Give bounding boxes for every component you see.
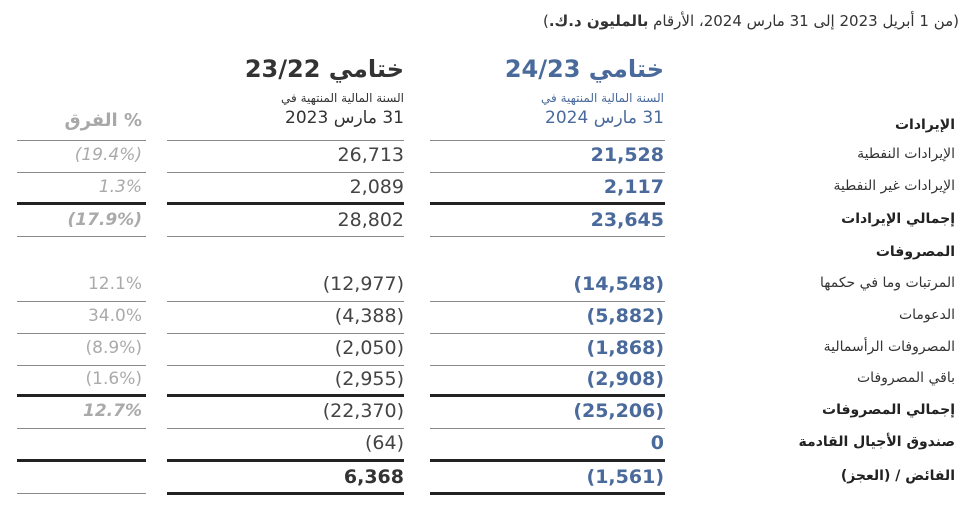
divider (430, 140, 665, 141)
previous-year-subtitle: السنة المالية المنتهية في (281, 91, 404, 105)
table-row-surplus-deficit (0, 464, 975, 494)
units-note (543, 12, 959, 30)
table-row-expenses-section (0, 240, 975, 270)
divider (17, 172, 146, 173)
current-value: (25,206) (573, 400, 664, 422)
row-label: الإيرادات النفطية (857, 146, 955, 162)
divider (430, 301, 665, 302)
row-label: الإيرادات غير النفطية (833, 178, 955, 194)
previous-value: (22,370) (322, 400, 404, 422)
table-row-other-expenses (0, 366, 975, 396)
row-label: الفائض / (العجز) (840, 468, 955, 484)
previous-value: 2,089 (349, 176, 404, 198)
current-value: 0 (650, 432, 664, 454)
divider (17, 493, 146, 494)
divider (167, 172, 404, 173)
previous-year-date: 31 مارس 2023 (285, 108, 404, 128)
previous-value: (12,977) (322, 273, 404, 295)
current-value: 21,528 (590, 144, 664, 166)
divider (17, 333, 146, 334)
divider (167, 394, 404, 397)
diff-value: (1.6%) (85, 369, 142, 389)
divider (17, 140, 146, 141)
section-label: المصروفات (875, 244, 955, 260)
divider (167, 428, 404, 429)
diff-header: % الفرق (64, 110, 142, 131)
row-label: المصروفات الرأسمالية (823, 339, 955, 355)
divider (17, 394, 146, 397)
diff-value: (19.4%) (74, 145, 142, 165)
divider (430, 236, 665, 237)
divider (430, 428, 665, 429)
divider (17, 428, 146, 429)
divider (17, 459, 146, 462)
divider (430, 492, 665, 495)
table-row-oil-revenue (0, 142, 975, 172)
current-year-date: 31 مارس 2024 (545, 108, 664, 128)
row-label: إجمالي الإيرادات (841, 211, 955, 227)
diff-value: (8.9%) (85, 338, 142, 358)
previous-value: 6,368 (343, 466, 404, 488)
units-note-bold: بالمليون د.ك. (548, 12, 649, 30)
table-row-salaries (0, 271, 975, 301)
current-value: (1,868) (586, 337, 664, 359)
divider (430, 394, 665, 397)
table-row-capex (0, 335, 975, 365)
units-note-suffix: ) (543, 12, 549, 30)
current-value: (1,561) (586, 466, 664, 488)
divider (430, 459, 665, 462)
divider (17, 301, 146, 302)
table-row-total-revenue (0, 207, 975, 237)
divider (430, 333, 665, 334)
current-value: (14,548) (573, 273, 664, 295)
revenues-section-label: الإيرادات (894, 117, 955, 133)
table-row-nonoil-revenue (0, 174, 975, 204)
diff-value: 1.3% (98, 177, 142, 197)
current-year-title: ختامي 24/23 (504, 55, 664, 83)
row-label: صندوق الأجيال القادمة (798, 434, 955, 450)
table-row-subsidies (0, 303, 975, 333)
divider (167, 333, 404, 334)
table-row-total-expenses (0, 398, 975, 428)
row-label: المرتبات وما في حكمها (820, 275, 955, 291)
diff-value: 12.1% (87, 274, 142, 294)
previous-value: 26,713 (337, 144, 404, 166)
current-value: 2,117 (603, 176, 664, 198)
diff-value: 34.0% (87, 306, 142, 326)
previous-value: 28,802 (337, 209, 404, 231)
divider (167, 301, 404, 302)
current-value: (2,908) (586, 368, 664, 390)
divider (167, 236, 404, 237)
divider (167, 492, 404, 495)
divider (430, 202, 665, 205)
current-value: (5,882) (586, 305, 664, 327)
divider (167, 202, 404, 205)
previous-value: (2,050) (334, 337, 404, 359)
diff-value: (17.9%) (67, 210, 142, 230)
previous-value: (4,388) (334, 305, 404, 327)
previous-value: (64) (364, 432, 404, 454)
row-label: إجمالي المصروفات (822, 402, 955, 418)
current-year-subtitle: السنة المالية المنتهية في (541, 91, 664, 105)
row-label: الدعومات (898, 307, 955, 323)
row-label: باقي المصروفات (857, 370, 955, 386)
table-row-future-generations-fund (0, 430, 975, 460)
divider (167, 459, 404, 462)
previous-value: (2,955) (334, 368, 404, 390)
divider (17, 236, 146, 237)
divider (430, 172, 665, 173)
diff-value: 12.7% (83, 401, 142, 421)
divider (17, 202, 146, 205)
previous-year-title: ختامي 23/22 (244, 55, 404, 83)
units-note-prefix: (من 1 أبريل 2023 إلى 31 مارس 2024، الأرقام (648, 12, 959, 30)
current-value: 23,645 (590, 209, 664, 231)
divider (167, 140, 404, 141)
